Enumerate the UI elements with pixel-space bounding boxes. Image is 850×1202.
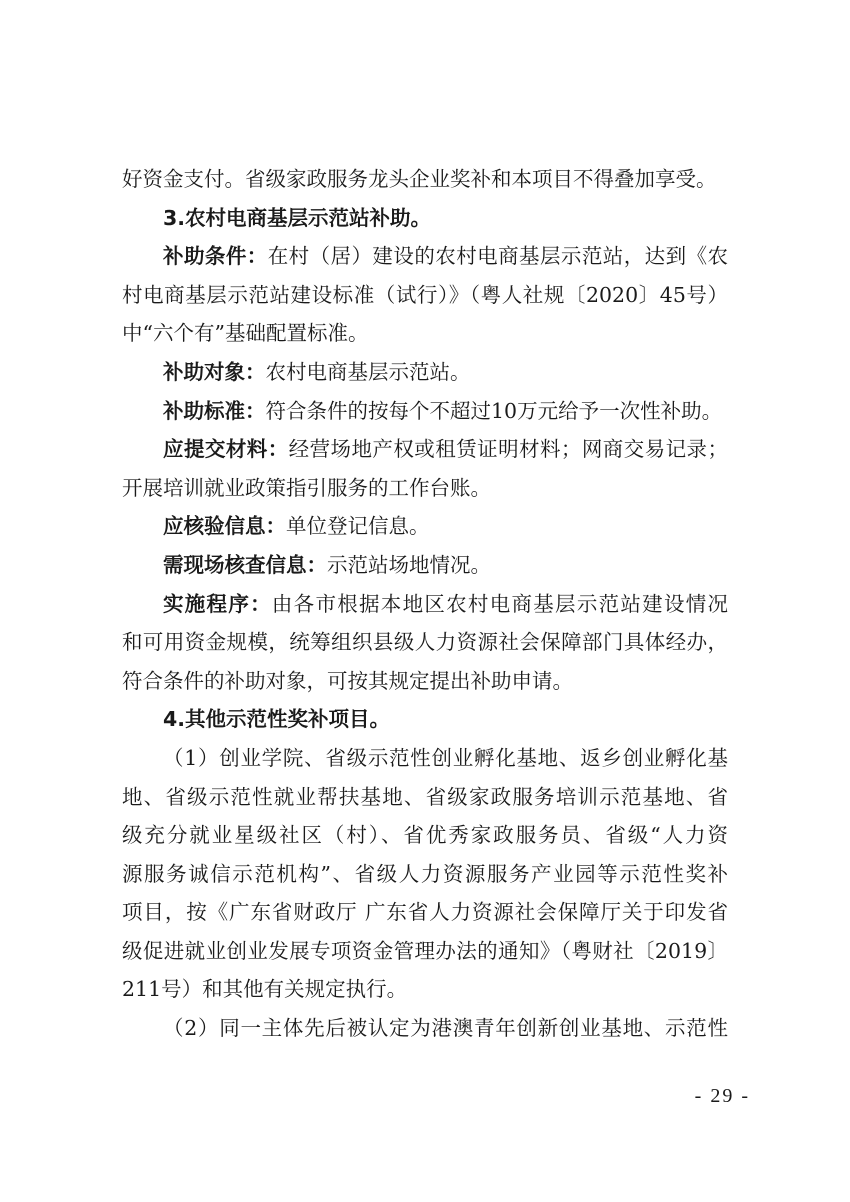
text-line: 村电商基层示范站建设标准（试行）》（粤人社规〔2020〕45号） [122, 282, 728, 307]
field-label: 补助条件： [163, 244, 268, 269]
implementation-procedure [122, 585, 728, 624]
text-line: 项目，按《广东省财政厅 广东省人力资源社会保障厅关于印发省 [122, 900, 728, 925]
text-line: （2）同一主体先后被认定为港澳青年创新创业基地、示范性 [163, 1016, 728, 1041]
field-text: 示范站场地情况。 [327, 552, 491, 577]
section-heading-3: 3.农村电商基层示范站补助。 [163, 205, 432, 230]
onsite-check-info [122, 546, 728, 585]
text-line: （1）创业学院、省级示范性创业孵化基地、返乡创业孵化基 [163, 745, 728, 770]
subsidy-standard [122, 392, 728, 431]
text-line: 级充分就业星级社区（村）、省优秀家政服务员、省级“人力资 [122, 823, 728, 848]
text-line: 地、省级示范性就业帮扶基地、省级家政服务培训示范基地、省 [122, 784, 728, 809]
verification-info [122, 507, 728, 546]
text-line: 中“六个有”基础配置标准。 [122, 321, 369, 346]
field-text: 符合条件的按每个不超过10万元给予一次性补助。 [265, 398, 723, 423]
field-label: 补助标准： [163, 398, 266, 423]
required-materials [122, 430, 728, 469]
field-text: 农村电商基层示范站。 [265, 359, 471, 384]
text-line: 211号）和其他有关规定执行。 [122, 977, 408, 1002]
page-number: - 29 - [694, 1085, 750, 1107]
document-body [122, 160, 728, 1048]
field-label: 需现场核查信息： [163, 552, 327, 577]
section-heading-4: 4.其他示范性奖补项目。 [163, 707, 391, 732]
text-line: 源服务诚信示范机构”、省级人力资源服务产业园等示范性奖补 [122, 861, 728, 886]
text-line: 开展培训就业政策指引服务的工作台账。 [122, 475, 491, 500]
text-line: 好资金支付。省级家政服务龙头企业奖补和本项目不得叠加享受。 [122, 167, 717, 191]
field-label: 补助对象： [163, 359, 266, 384]
text-line: 和可用资金规模，统筹组织县级人力资源社会保障部门具体经办， [122, 630, 728, 655]
field-label: 实施程序： [163, 591, 272, 616]
subsidy-target [122, 353, 728, 392]
text-line: 符合条件的补助对象，可按其规定提出补助申请。 [122, 668, 573, 693]
field-text: 在村（居）建设的农村电商基层示范站，达到《农 [267, 244, 728, 269]
field-text: 由各市根据本地区农村电商基层示范站建设情况 [271, 591, 728, 616]
text-line: 级促进就业创业发展专项资金管理办法的通知》（粤财社〔2019〕 [122, 938, 728, 963]
field-text: 单位登记信息。 [286, 514, 430, 539]
subsidy-conditions [122, 237, 728, 276]
field-label: 应提交材料： [163, 437, 289, 462]
field-label: 应核验信息： [163, 514, 286, 539]
field-text: 经营场地产权或租赁证明材料；网商交易记录； [288, 437, 728, 462]
